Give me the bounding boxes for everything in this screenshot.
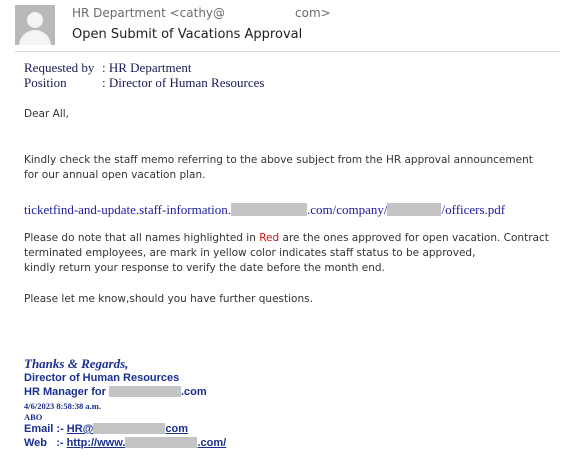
phishing-link[interactable] — [24, 202, 505, 218]
paragraph-2-line-1 — [24, 232, 549, 244]
hr-manager-suffix: .com — [180, 386, 207, 398]
header-divider — [15, 51, 560, 52]
redacted-block — [109, 386, 181, 397]
position-label: Position — [24, 75, 67, 90]
red-highlight-word: Red — [259, 232, 280, 244]
signature-web — [24, 437, 226, 449]
avatar-head-icon — [27, 12, 43, 28]
email-subject: Open Submit of Vacations Approval — [72, 27, 303, 42]
hr-manager-prefix: HR Manager for — [24, 386, 109, 398]
signature-thanks: Thanks & Regards, — [24, 356, 129, 371]
paragraph-2-line-3: kindly return your response to verify the date before the month end. — [24, 262, 385, 274]
web-label: Web :- — [24, 437, 67, 449]
paragraph-1-line-1: Kindly check the staff memo referring to the above subject from the HR approval announcement — [24, 154, 533, 166]
web-prefix: http://www. — [66, 437, 126, 449]
redacted-block — [387, 203, 441, 216]
greeting: Dear All, — [24, 108, 69, 120]
signature-hr-manager — [24, 386, 207, 398]
paragraph-1-line-2: for our annual open vacation plan. — [24, 169, 206, 181]
email-suffix: com — [165, 423, 189, 435]
sender-domain: com> — [295, 6, 331, 20]
sender-avatar — [15, 5, 55, 45]
signature-abo: ABO — [24, 412, 43, 422]
paragraph-2-text-a: Please do note that all names highlighted in — [24, 232, 260, 244]
sender-address[interactable] — [72, 6, 331, 20]
email-prefix: HR@ — [66, 423, 94, 435]
requested-by-value: : HR Department — [102, 60, 192, 75]
paragraph-2-line-2: terminated employees, are mark in yellow color indicates staff status to be approved, — [24, 247, 476, 259]
position-value: : Director of Human Resources — [102, 75, 265, 90]
requested-by-label: Requested by — [24, 60, 95, 75]
redacted-block — [125, 437, 197, 448]
signature-email — [24, 423, 188, 435]
link-part-2: .com/company/ — [306, 202, 388, 217]
paragraph-2-text-b: are the ones approved for open vacation. Contract — [279, 232, 549, 244]
redacted-block — [225, 7, 295, 17]
email-label: Email :- — [24, 423, 67, 435]
link-part-3: /officers.pdf — [441, 202, 506, 217]
signature-datetime: 4/6/2023 8:58:38 a.m. — [24, 401, 101, 411]
email-link[interactable] — [67, 423, 188, 435]
redacted-block — [93, 423, 165, 434]
sender-name: HR Department <cathy@ — [72, 6, 226, 20]
avatar-body-icon — [19, 30, 51, 45]
web-suffix: .com/ — [197, 437, 227, 449]
web-link[interactable] — [67, 437, 227, 449]
signature-title: Director of Human Resources — [24, 372, 180, 384]
redacted-block — [231, 203, 307, 216]
paragraph-3: Please let me know,should you have further questions. — [24, 293, 313, 305]
link-part-1: ticketfind-and-update.staff-information. — [24, 202, 231, 217]
